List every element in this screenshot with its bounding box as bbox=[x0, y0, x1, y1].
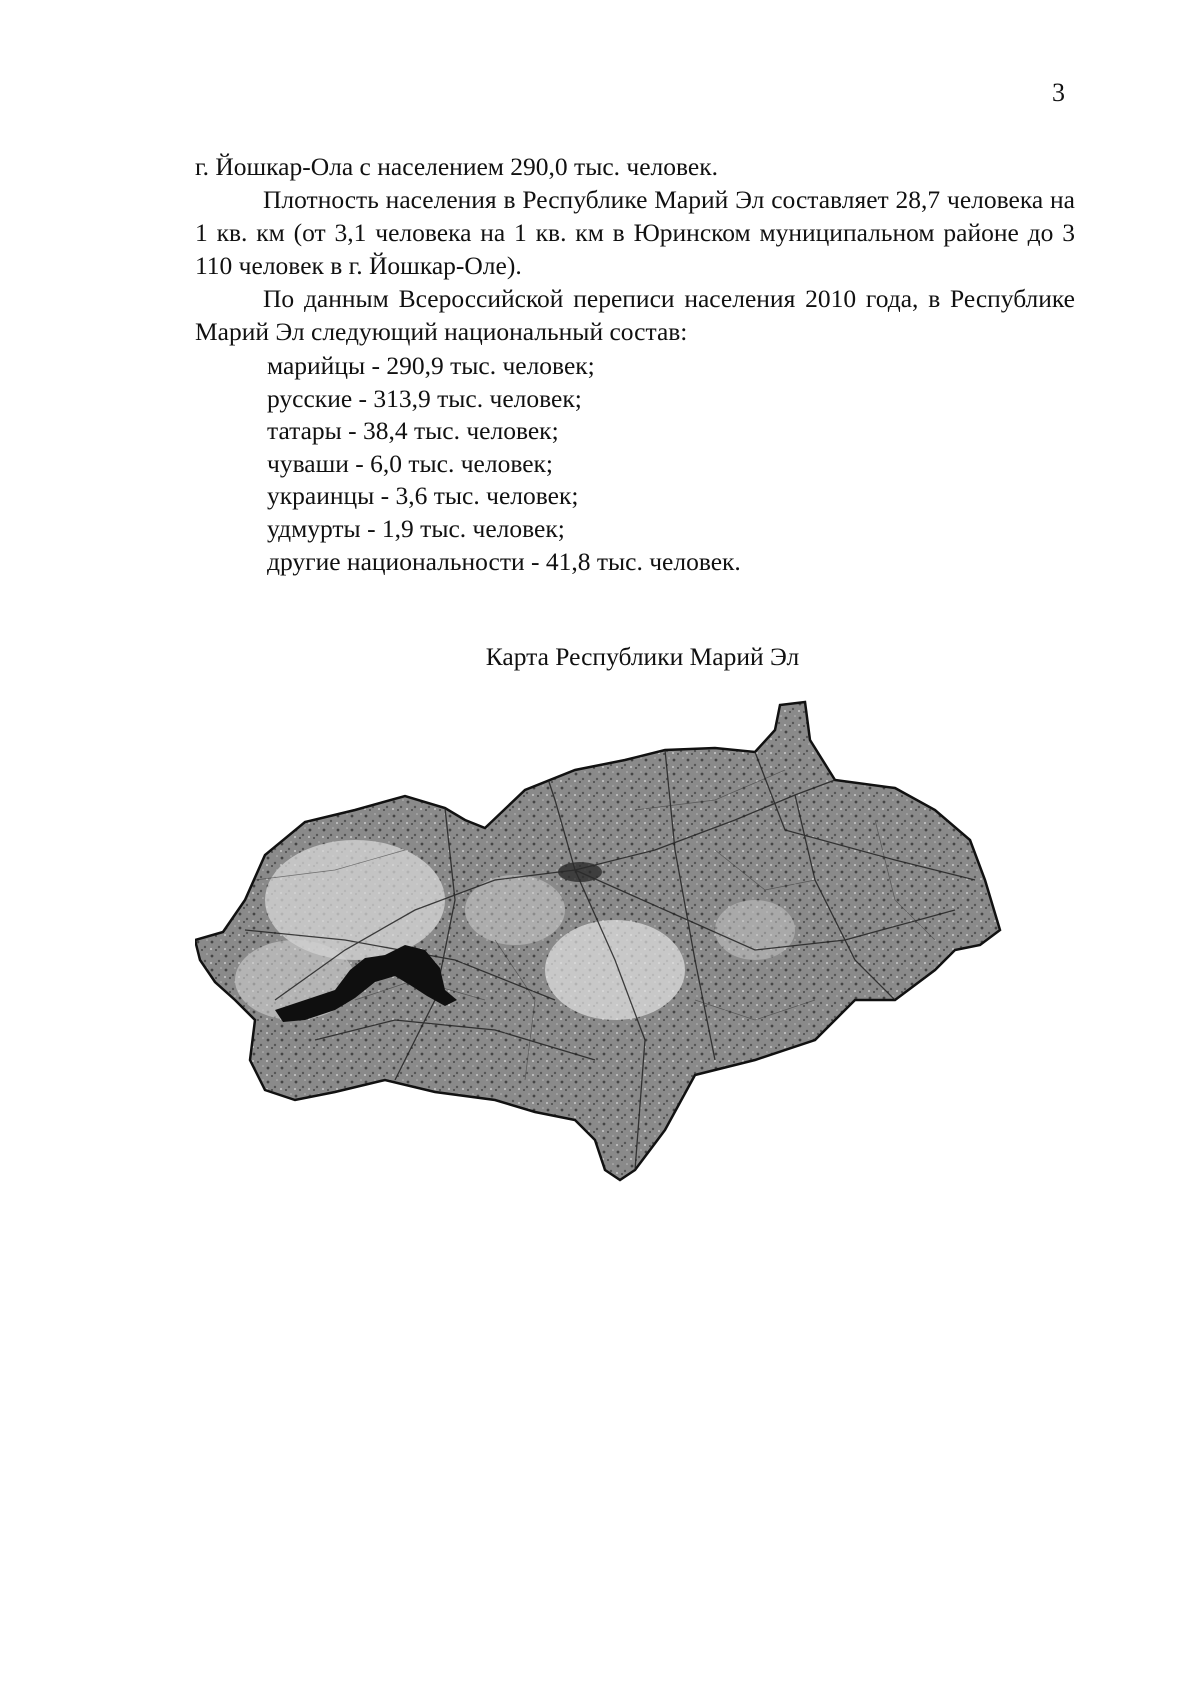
body-text bbox=[195, 150, 1075, 348]
list-item: другие национальности - 41,8 тыс. человек. bbox=[267, 546, 741, 576]
list-item: чуваши - 6,0 тыс. человек; bbox=[267, 448, 554, 478]
map-figure bbox=[195, 700, 1075, 1240]
paragraph-density: Плотность населения в Республике Марий Эл составляет 28,7 человека на 1 кв. км (от 3,1 человека на 1 кв. км в Юринском муниципальном районе до 3 110 человек в г. Йошкар-Оле). bbox=[195, 185, 1075, 280]
paragraph-census: По данным Всероссийской переписи населения 2010 года, в Республике Марий Эл следующий национальный состав: bbox=[195, 284, 1075, 346]
list-item: украинцы - 3,6 тыс. человек; bbox=[267, 481, 579, 511]
list-item: марийцы - 290,9 тыс. человек; bbox=[267, 351, 595, 380]
list-item: русские - 313,9 тыс. человек; bbox=[267, 383, 582, 413]
list-item: удмурты - 1,9 тыс. человек; bbox=[267, 513, 565, 543]
region-map bbox=[195, 700, 1075, 1240]
nationality-list bbox=[267, 350, 741, 578]
list-item: татары - 38,4 тыс. человек; bbox=[267, 416, 559, 446]
page-number: 3 bbox=[1052, 78, 1065, 107]
paragraph-city: г. Йошкар-Ола с населением 290,0 тыс. человек. bbox=[195, 152, 718, 181]
map-title: Карта Республики Марий Эл bbox=[485, 642, 800, 671]
city-marker bbox=[558, 862, 602, 882]
